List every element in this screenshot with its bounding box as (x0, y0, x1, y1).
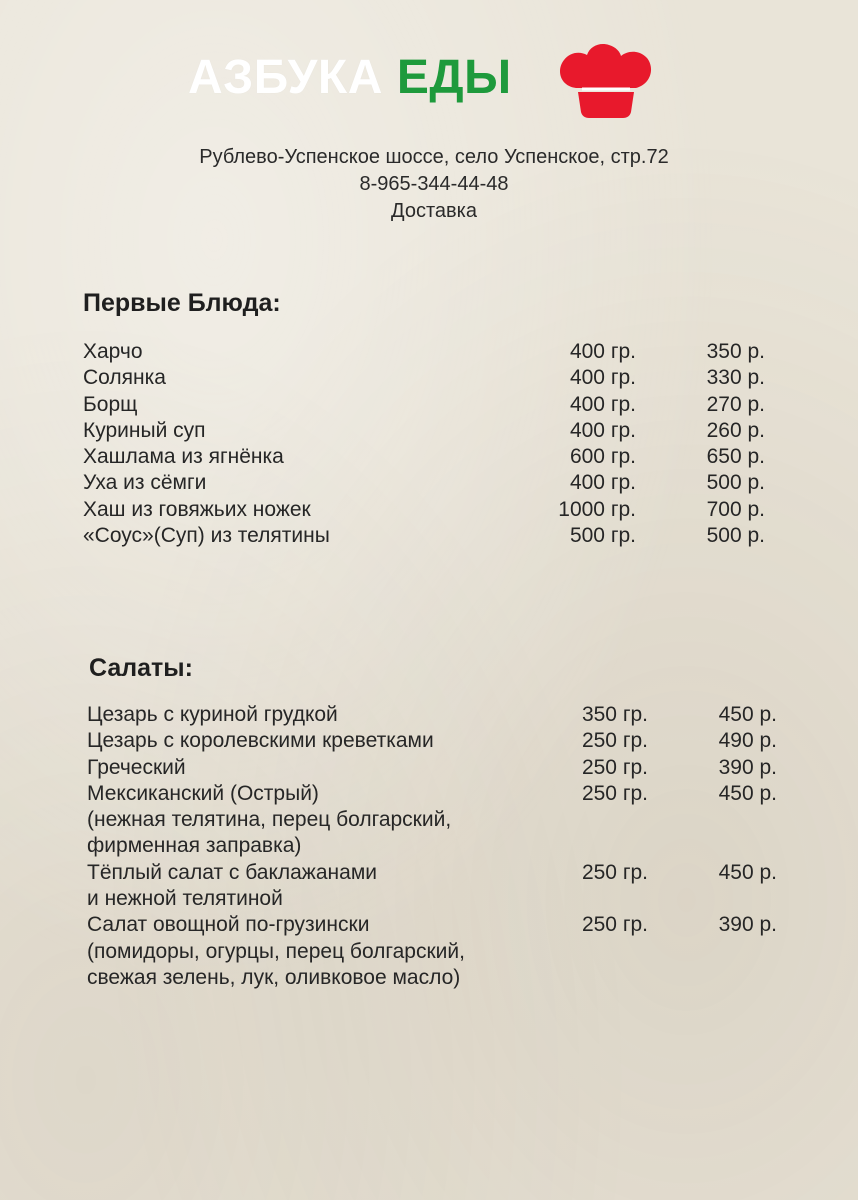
section-title-salads: Салаты: (89, 654, 193, 682)
item-name: Куриный суп (83, 418, 206, 442)
item-price: 700 р. (706, 497, 765, 521)
chef-hat-icon (556, 42, 654, 120)
item-weight: 250 гр. (581, 755, 648, 779)
item-description: и нежной телятиной (87, 887, 283, 911)
section-title-first-courses: Первые Блюда: (83, 289, 281, 317)
item-price: 490 р. (718, 729, 777, 753)
item-name: Цезарь с королевскими креветками (87, 729, 434, 753)
menu-item (87, 781, 777, 860)
item-price: 330 р. (706, 366, 765, 390)
item-name: Тёплый салат с баклажанами (87, 860, 377, 884)
item-weight: 250 гр. (581, 729, 648, 753)
menu-item (83, 523, 765, 549)
item-price: 450 р. (718, 860, 777, 884)
first-courses-list (83, 339, 765, 549)
item-name: Цезарь с куриной грудкой (87, 703, 338, 726)
menu-item (87, 912, 777, 991)
item-description: (помидоры, огурцы, перец болгарский, (87, 939, 465, 963)
item-name: Греческий (87, 755, 186, 779)
item-price: 390 р. (718, 913, 777, 937)
salads-list (87, 702, 777, 991)
item-name: Харчо (83, 340, 143, 363)
item-weight: 400 гр. (569, 471, 636, 495)
item-description: свежая зелень, лук, оливковое масло) (87, 965, 461, 989)
item-price: 350 р. (706, 340, 765, 363)
item-weight: 400 гр. (569, 340, 636, 363)
menu-item (83, 470, 765, 496)
item-price: 450 р. (718, 703, 777, 726)
item-description: фирменная заправка) (87, 834, 302, 858)
logo-word-edy: ЕДЫ (396, 51, 512, 104)
item-name: Борщ (83, 392, 138, 416)
menu-item (83, 497, 765, 523)
item-description: (нежная телятина, перец болгарский, (87, 808, 452, 832)
address: Рублево-Успенское шоссе, село Успенское, стр.72 (199, 146, 669, 168)
menu-item (87, 860, 777, 913)
phone: 8-965-344-44-48 (359, 173, 509, 195)
item-weight: 250 гр. (581, 913, 648, 937)
item-price: 260 р. (706, 418, 765, 442)
logo (188, 48, 512, 118)
item-weight: 400 гр. (569, 392, 636, 416)
item-price: 650 р. (706, 445, 765, 469)
item-name: Уха из сёмги (83, 471, 207, 495)
item-weight: 250 гр. (581, 781, 648, 805)
item-name: Мексиканский (Острый) (87, 781, 319, 805)
item-weight: 400 гр. (569, 418, 636, 442)
menu-item (87, 702, 777, 728)
item-name: Хашлама из ягнёнка (83, 445, 284, 469)
item-name: «Соус»(Суп) из телятины (83, 524, 330, 548)
item-name: Солянка (83, 366, 166, 390)
item-weight: 350 гр. (581, 703, 648, 726)
item-price: 390 р. (718, 755, 777, 779)
item-price: 500 р. (706, 471, 765, 495)
menu-item (83, 418, 765, 444)
item-name: Хаш из говяжьих ножек (83, 497, 311, 521)
item-price: 270 р. (706, 392, 765, 416)
address-block (0, 144, 858, 225)
menu-item (83, 339, 765, 365)
menu-item (87, 755, 777, 781)
delivery-label: Доставка (391, 200, 477, 222)
menu-item (83, 392, 765, 418)
item-weight: 600 гр. (569, 445, 636, 469)
logo-word-azbuka: АЗБУКА (188, 51, 383, 104)
item-weight: 400 гр. (569, 366, 636, 390)
item-weight: 1000 гр. (558, 497, 636, 521)
menu-item (87, 728, 777, 754)
menu-item (83, 444, 765, 470)
item-weight: 500 гр. (569, 524, 636, 548)
menu-item (83, 365, 765, 391)
item-price: 450 р. (718, 781, 777, 805)
item-price: 500 р. (706, 524, 765, 548)
item-weight: 250 гр. (581, 860, 648, 884)
item-name: Салат овощной по-грузински (87, 913, 370, 937)
